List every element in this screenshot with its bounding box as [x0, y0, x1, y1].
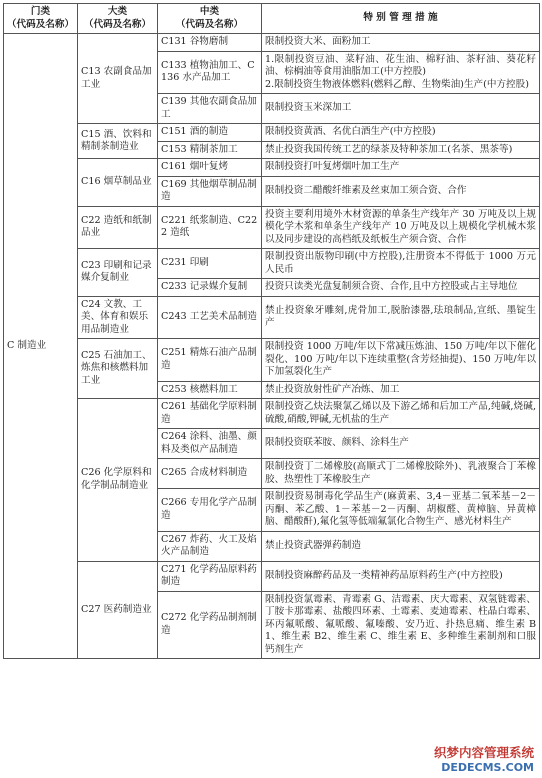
measure-cell-c221: 投资主要利用境外木材资源的单条生产线年产 30 万吨及以上规模化学木浆和单条生产线年产 10 万吨及以上规模化学机械木浆以及同步建设的高档纸及纸板生产须合资、合作 [262, 206, 540, 249]
table-row [4, 124, 540, 142]
measure-cell-c251: 限制投资 1000 万吨/年以下常减压炼油、150 万吨/年以下催化裂化、100 万吨/年以下连续重整(含芳烃抽提)、150 万吨/年以下加氢裂化生产 [262, 339, 540, 382]
dalei-cell-c15: C15 酒、饮料和精制茶制造业 [78, 124, 158, 159]
measure-cell-c233: 投资只读类光盘复制须合资、合作,且中方控股或占主导地位 [262, 279, 540, 297]
zhonglei-cell-c169: C169 其他烟草制品制造 [158, 176, 262, 206]
zhonglei-cell-c271: C271 化学药品原料药制造 [158, 561, 262, 591]
table-row [4, 339, 540, 382]
dalei-cell-c24: C24 文教、工美、体育和娱乐用品制造业 [78, 296, 158, 339]
zhonglei-cell-c272: C272 化学药品制剂制造 [158, 591, 262, 659]
measure-cell-c272: 限制投资氯霉素、青霉素 G、洁霉素、庆大霉素、双氢链霉素、丁胺卡那霉素、盐酸四环素、土霉素、麦迪霉素、柱晶白霉素、环丙氟哌酸、氟哌酸、氟嗪酸、安乃近、扑热息痛、维生素 B1、维生素 B2、维生素 C、维生素 E、多种维生素制剂和口服钙剂生产 [262, 591, 540, 659]
watermark-title: 织梦内容管理系统 [433, 745, 534, 760]
zhonglei-cell-c261: C261 基础化学原料制造 [158, 399, 262, 429]
dalei-cell-c22: C22 造纸和纸制品业 [78, 206, 158, 249]
measure-cell-c169: 限制投资二醋酸纤维素及丝束加工须合资、合作 [262, 176, 540, 206]
watermark-url: DEDECMS.COM [432, 761, 536, 774]
header-zhonglei: 中类 （代码及名称） [158, 4, 262, 34]
measure-cell-c264: 限制投资联苯胺、颜料、涂料生产 [262, 429, 540, 459]
regulation-table [3, 3, 540, 659]
zhonglei-cell-c253: C253 核燃料加工 [158, 381, 262, 399]
dalei-cell-c23: C23 印刷和记录媒介复制业 [78, 249, 158, 297]
dalei-cell-c13: C13 农副食品加工业 [78, 34, 158, 124]
measure-cell-c261: 限制投资乙炔法聚氯乙烯以及下游乙烯和后加工产品,纯碱,烧碱,硫酸,硝酸,钾碱,无机盐的生产 [262, 399, 540, 429]
measure-cell-c267: 禁止投资武器弹药制造 [262, 531, 540, 561]
measure-cell-c139: 限制投资玉米深加工 [262, 94, 540, 124]
zhonglei-cell-c133: C133 植物油加工、C136 水产品加工 [158, 51, 262, 94]
table-row [4, 206, 540, 249]
dalei-cell-c25: C25 石油加工、炼焦和核燃料加工业 [78, 339, 158, 399]
header-menlei: 门类 （代码及名称） [4, 4, 78, 34]
dalei-cell-c27: C27 医药制造业 [78, 561, 158, 659]
zhonglei-cell-c233: C233 记录媒介复制 [158, 279, 262, 297]
table-row [4, 399, 540, 429]
zhonglei-cell-c264: C264 涂料、油墨、颜料及类似产品制造 [158, 429, 262, 459]
site-watermark [432, 743, 536, 774]
zhonglei-cell-c153: C153 精制茶加工 [158, 141, 262, 159]
zhonglei-cell-c221: C221 纸浆制造、C222 造纸 [158, 206, 262, 249]
zhonglei-cell-c267: C267 炸药、火工及焰火产品制造 [158, 531, 262, 561]
table-header-row [4, 4, 540, 34]
measure-cell-c131: 限制投资大米、面粉加工 [262, 34, 540, 52]
table-row [4, 561, 540, 591]
dalei-cell-c16: C16 烟草制品业 [78, 159, 158, 207]
zhonglei-cell-c151: C151 酒的制造 [158, 124, 262, 142]
dalei-cell-c26: C26 化学原料和化学制品制造业 [78, 399, 158, 562]
measure-cell-c253: 禁止投资放射性矿产冶炼、加工 [262, 381, 540, 399]
header-dalei: 大类 （代码及名称） [78, 4, 158, 34]
table-row [4, 296, 540, 339]
header-measures: 特 别 管 理 措 施 [262, 4, 540, 34]
zhonglei-cell-c265: C265 合成材料制造 [158, 459, 262, 489]
zhonglei-cell-c266: C266 专用化学产品制造 [158, 489, 262, 532]
measure-cell-c231: 限制投资出版物印刷(中方控股),注册资本不得低于 1000 万元人民币 [262, 249, 540, 279]
table-row [4, 249, 540, 279]
measure-cell-c161: 限制投资打叶复烤烟叶加工生产 [262, 159, 540, 177]
measure-cell-c271: 限制投资麻醉药品及一类精神药品原料药生产(中方控股) [262, 561, 540, 591]
table-row [4, 34, 540, 52]
measure-cell-c266: 限制投资易制毒化学品生产(麻黄素、3,4－亚基二氧苯基－2－丙酮、苯乙酸、1－苯基－2－丙酮、胡椒醛、黄樟脑、异黄樟脑、醋酸酐),氟化氢等低端氟氯化合物生产、感光材料生产 [262, 489, 540, 532]
zhonglei-cell-c161: C161 烟叶复烤 [158, 159, 262, 177]
measure-cell-c243: 禁止投资象牙雕刻,虎骨加工,脱胎漆器,珐琅制品,宣纸、墨锭生产 [262, 296, 540, 339]
measure-cell-c133: 1.限制投资豆油、菜籽油、花生油、棉籽油、茶籽油、葵花籽油、棕榈油等食用油脂加工(中方控股) 2.限制投资生物液体燃料(燃料乙醇、生物柴油)生产(中方控股) [262, 51, 540, 94]
measure-cell-c265: 限制投资丁二烯橡胶(高顺式丁二烯橡胶除外)、乳液聚合丁苯橡胶、热塑性丁苯橡胶生产 [262, 459, 540, 489]
measure-cell-c151: 限制投资黄酒、名优白酒生产(中方控股) [262, 124, 540, 142]
table-row [4, 159, 540, 177]
measure-cell-c153: 禁止投资我国传统工艺的绿茶及特种茶加工(名茶、黑茶等) [262, 141, 540, 159]
zhonglei-cell-c231: C231 印刷 [158, 249, 262, 279]
zhonglei-cell-c139: C139 其他农副食品加工 [158, 94, 262, 124]
zhonglei-cell-c251: C251 精炼石油产品制造 [158, 339, 262, 382]
menlei-cell: C 制造业 [4, 34, 78, 659]
zhonglei-cell-c243: C243 工艺美术品制造 [158, 296, 262, 339]
zhonglei-cell-c131: C131 谷物磨制 [158, 34, 262, 52]
